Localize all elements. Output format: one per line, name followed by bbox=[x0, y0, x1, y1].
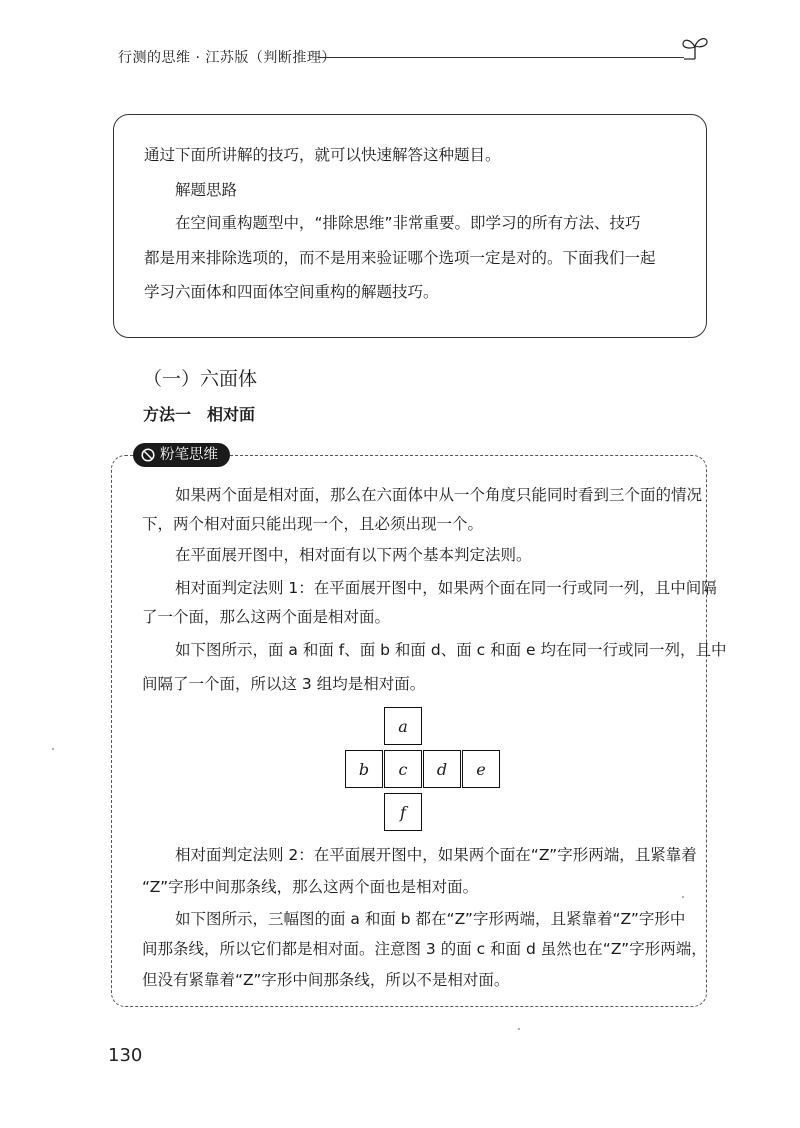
intro-paragraph-line: 在空间重构题型中，“排除思维”非常重要。即学习的所有方法、技巧 bbox=[175, 214, 641, 232]
section-title: （一）六面体 bbox=[143, 368, 258, 390]
net-face: f bbox=[384, 793, 422, 831]
scan-speck bbox=[52, 748, 54, 750]
net-face: a bbox=[384, 707, 422, 745]
running-header-title: 行测的思维 · 江苏版（判断推理） bbox=[118, 50, 336, 66]
chalk-paragraph-line: 了一个面，那么这两个面是相对面。 bbox=[142, 608, 391, 626]
chalk-paragraph-line: 间那条线，所以它们都是相对面。注意图 3 的面 c 和面 d 虽然也在“Z”字形两端， bbox=[142, 940, 707, 958]
chalk-paragraph-line: 间隔了一个面，所以这 3 组均是相对面。 bbox=[142, 675, 426, 693]
scan-speck bbox=[518, 1028, 520, 1030]
header-rule bbox=[318, 57, 684, 58]
page-number: 130 bbox=[108, 1045, 143, 1066]
chalk-paragraph-line: 相对面判定法则 2：在平面展开图中，如果两个面在“Z”字形两端，且紧靠着 bbox=[175, 846, 697, 864]
net-face: b bbox=[345, 750, 383, 788]
chalk-paragraph-line: 如果两个面是相对面，那么在六面体中从一个角度只能同时看到三个面的情况 bbox=[175, 486, 703, 504]
chalk-paragraph-line: 下，两个相对面只能出现一个，且必须出现一个。 bbox=[142, 515, 484, 533]
net-face: d bbox=[423, 750, 461, 788]
intro-heading: 解题思路 bbox=[175, 181, 238, 199]
intro-line: 通过下面所讲解的技巧，就可以快速解答这种题目。 bbox=[144, 146, 501, 164]
chalk-paragraph-line: 相对面判定法则 1：在平面展开图中，如果两个面在同一行或同一列，且中间隔 bbox=[175, 579, 717, 597]
chalk-thinking-tag bbox=[133, 443, 230, 467]
net-face: c bbox=[384, 750, 422, 788]
chalk-thinking-tag-label: 粉笔思维 bbox=[160, 447, 218, 463]
sprout-icon bbox=[680, 34, 710, 60]
intro-paragraph-line: 都是用来排除选项的，而不是用来验证哪个选项一定是对的。下面我们一起 bbox=[144, 249, 656, 267]
chalk-paragraph-line: 如下图所示，面 a 和面 f、面 b 和面 d、面 c 和面 e 均在同一行或同一列，且中 bbox=[175, 641, 727, 659]
intro-paragraph-line: 学习六面体和四面体空间重构的解题技巧。 bbox=[144, 283, 439, 301]
scan-speck bbox=[682, 896, 684, 898]
no-entry-icon bbox=[141, 448, 155, 462]
method-title: 方法一 相对面 bbox=[143, 405, 256, 424]
net-face: e bbox=[462, 750, 500, 788]
chalk-paragraph-line: 在平面展开图中，相对面有以下两个基本判定法则。 bbox=[175, 546, 532, 564]
chalk-paragraph-line: 如下图所示，三幅图的面 a 和面 b 都在“Z”字形两端，且紧靠着“Z”字形中 bbox=[175, 910, 686, 928]
chalk-paragraph-line: 但没有紧靠着“Z”字形中间那条线，所以不是相对面。 bbox=[142, 971, 510, 989]
chalk-paragraph-line: “Z”字形中间那条线，那么这两个面也是相对面。 bbox=[142, 878, 479, 896]
